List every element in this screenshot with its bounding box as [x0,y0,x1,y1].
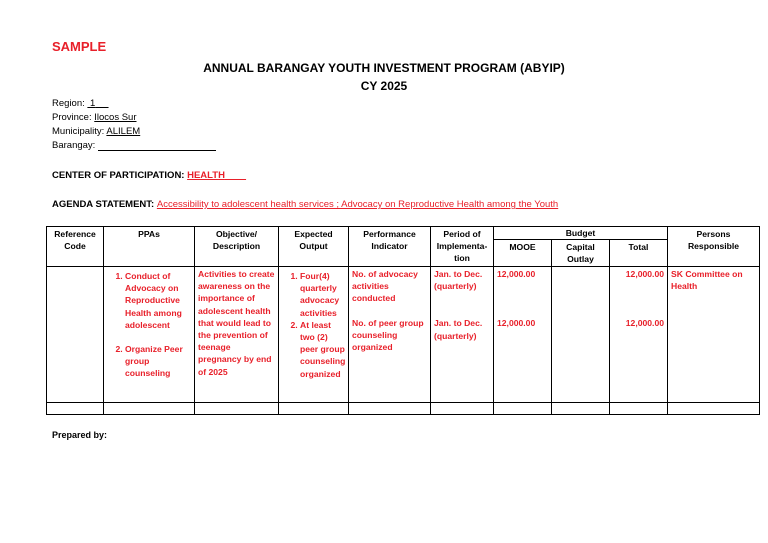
header-expected-output: Expected Output [279,227,349,267]
list-item: 1. Conduct of Advocacy on Reproductive Health among adolescent [125,270,191,331]
header-performance-indicator: Performance Indicator [349,227,431,267]
region-value: 1 [90,98,96,109]
header-period: Period of Implementa-tion [431,227,494,267]
municipality-value: ALILEM [106,126,141,137]
barangay-blank [98,140,216,151]
period-1: Jan. to Dec. (quarterly) [434,269,483,292]
total-1: 12,000.00 [625,269,664,279]
region-label: Region: [52,98,85,109]
cell-persons-responsible: SK Committee on Health [668,267,760,403]
list-item: 2. At least two (2) peer group counseling organized [300,319,345,380]
header-ppas: PPAs [104,227,195,267]
expected-output-list [282,270,345,380]
cell-mooe [494,267,552,403]
region-line [52,98,109,109]
cell-objective: Activities to create awareness on the importance of adolescent health that would lead to the prevention of teenage pregnancy by end of 2025 [195,267,279,403]
center-of-participation [52,170,246,181]
header-total: Total [610,240,668,267]
province-line [52,112,137,123]
sample-label: SAMPLE [52,39,107,54]
header-capital-outlay: Capital Outlay [552,240,610,267]
province-label: Province: [52,112,92,123]
cop-value: HEALTH [187,170,225,181]
abyip-table [46,226,760,415]
municipality-line [52,126,140,137]
list-item: 2. Organize Peer group counseling [125,343,191,380]
indicator-2: No. of peer group counseling organized [352,317,424,353]
cell-period [431,267,494,403]
cell-expected-output [279,267,349,403]
indicator-1: No. of advocacy activities conducted [352,269,418,304]
list-item: 1. Four(4) quarterly advocacy activities [300,270,345,319]
cop-label: CENTER OF PARTICIPATION: [52,170,185,181]
period-2: Jan. to Dec. (quarterly) [434,318,483,341]
cell-capital-outlay [552,267,610,403]
agenda-statement [52,199,558,210]
cell-ppas [104,267,195,403]
province-value: Ilocos Sur [94,112,137,123]
document-year: CY 2025 [360,79,408,93]
document-title: ANNUAL BARANGAY YOUTH INVESTMENT PROGRAM (ABYIP) [203,61,565,75]
header-row [47,227,760,240]
table-row [47,267,760,403]
cell-performance-indicator [349,267,431,403]
header-persons-responsible: Persons Responsible [668,227,760,267]
header-objective: Objective/ Description [195,227,279,267]
barangay-label: Barangay: [52,140,96,151]
ppas-list [107,270,191,380]
total-2: 12,000.00 [625,318,664,329]
barangay-line [52,140,216,151]
municipality-label: Municipality: [52,126,105,137]
table-row-empty [47,403,760,415]
header-mooe: MOOE [494,240,552,267]
mooe-1: 12,000.00 [497,269,536,279]
mooe-2: 12,000.00 [497,318,536,329]
cell-reference-code [47,267,104,403]
header-budget: Budget [494,227,668,240]
header-reference-code: Reference Code [47,227,104,267]
prepared-by: Prepared by: [52,430,108,440]
agenda-value: Accessibility to adolescent health services ; Advocacy on Reproductive Health among the Youth [156,199,559,210]
agenda-label: AGENDA STATEMENT: [52,199,155,210]
cell-total [610,267,668,403]
